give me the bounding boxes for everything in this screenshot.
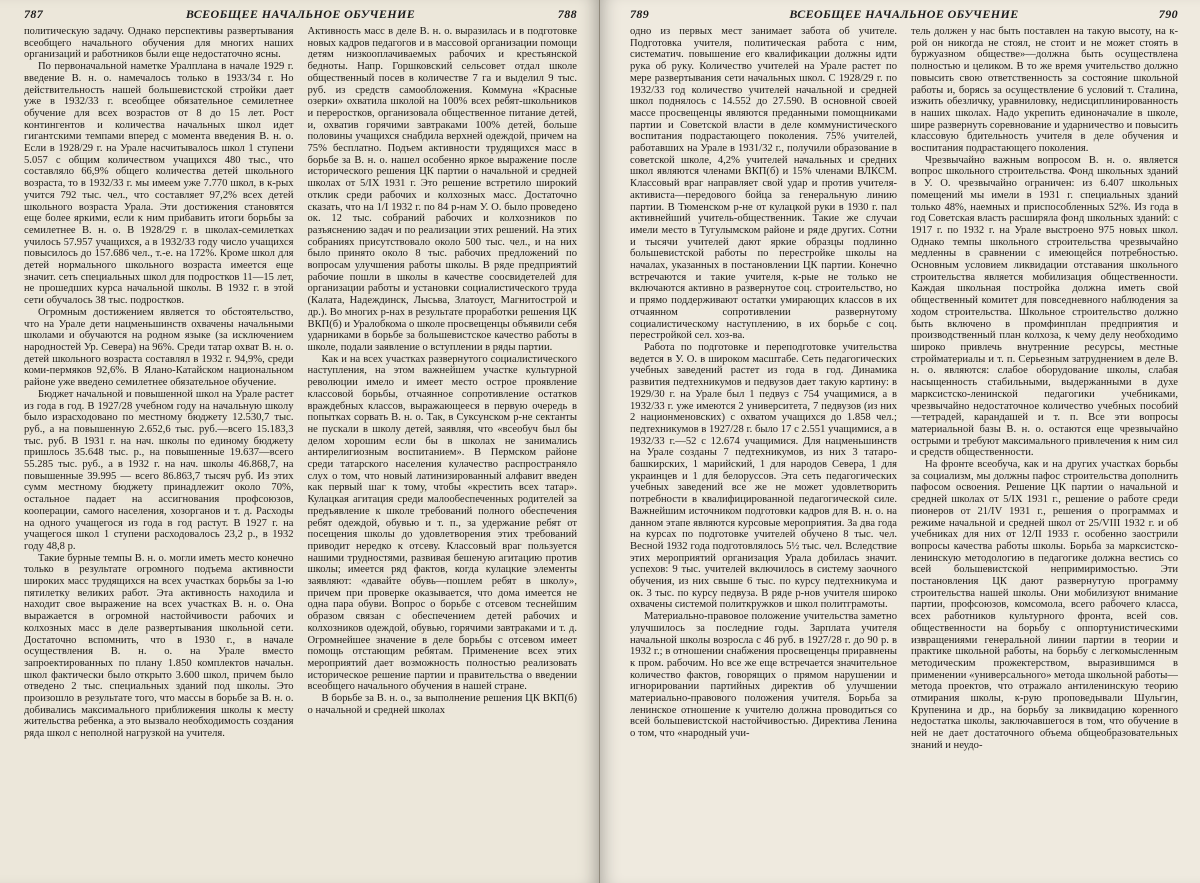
paragraph: На фронте всеобуча, как и на других участках борьбы за социализм, мы должны пафос строительства дополнить пафосом освоения. Решение ЦК партии о начальной и средней школах от 5/IX 1931 г., решение о работе среди пионеров от 21/IV 1931 г., решения о программах и режиме начальной и средней школ от 25/VIII 1932 г. и об учебниках для них от 12/II 1933 г. особенно заострили вопросы качества работы школы. Борьба за марксистско-ленинскую методологию в педагогике должна вестись со всей большевистской непримиримостью. Эти постановления ЦК дают развернутую программу строительства нашей школы. Они мобилизуют внимание партии, профсоюзов, комсомола, всего рабочего класса, всех работников культурного фронта, всей сов. общественности на борьбу с оппортунистическими извращениями генеральной линии партии в теории и практике школьной работы, на борьбу с легкомысленным методическим прожектерством, выразившимся в применении «универсального» метода школьной работы—метода проектов, что отражало антиленинскую теорию отмирания школы, к-рую проповедывали Шульгин, Крупенина и др., на борьбу за ликвидацию коренного недостатка школы, заключавшегося в том, что обучение в ней не дает достаточного объема общеобразовательных знаний и неудо- (911, 459, 1178, 751)
paragraph: Материально-правовое положение учительства заметно улучшилось за последние годы. Зарплата учителя начальной школы возросла с 46 руб. в 1927/28 г. до 90 р. в 1932 г.; в отношении снабжения просвещенцы приравнены к пром. рабочим. Но все же еще встречается значительное количество фактов, говорящих о прямом нарушении и игнорировании партийных директив об улучшении материально-правового положения учителя. Борьба за ленинское отношение к учителю должна проводиться со всей большевистской настойчивостью. Директива Ленина о том, что «народный учи- (630, 611, 897, 740)
paragraph: По первоначальной наметке Уралплана в начале 1929 г. введение В. н. о. намечалось только в 1933/34 г. Но действительность нашей большевистской стройки дает уже в 1932/33 г. всеобщее обязательное семилетнее обучение для всех возрастов от 8 до 15 лет. Рост контингентов и количества начальных школ идет гигантскими темпами вперед с момента введения В. н. о. Если в 1928/29 г. на Урале насчитывалось школ 1 ступени 5.057 с общим количеством учащихся 480 тыс., что составляло 66,9% общего количества детей школьного возраста, то в 1932/33 г. мы имеем уже 7.770 школ, в к-рых учится 792 тыс. чел., что составляет 97,2% всех детей школьного возраста Урала. Эти достижения становятся еще более яркими, если к ним прибавить итоги борьбы за семилетнее В. н. о. В 1928/29 г. в школах-семилетках училось 57.957 учащихся, а в 1932/33 году число учащихся повысилось до 157.686 чел., т.-е. на 172%. Кроме школ для детей нормального школьного возраста имеется еще значит. сеть специальных школ для подростков 11—15 лет, не прошедших курса начальной школы. В 1932 г. в этой сети обучалось 38 тыс. подростков. (24, 61, 294, 307)
paragraph: Бюджет начальной и повышенной школ на Урале растет из года в год. В 1927/28 учебном году на начальную школу было израсходовано по местному бюджету 12.530,7 тыс. руб., а на повышенную 2.652,6 тыс. руб.—всего 15.183,3 тыс. руб. В 1931 г. на нач. школы по единому бюджету пришлось 35.648 тыс. р., на повышенные 19.637—всего 55.285 тыс. руб., а в 1932 г. на нач. школы 46.868,7, на повышенные 39.995 — всего 86.863,7 тысяч руб. Из этих сумм местному бюджету принадлежит около 70%, остальное падает на ассигнования профсоюзов, кооперации, самого населения, хозорганов и т. д. Расходы на одного учащегося из года в год растут. В 1927 г. на учащегося школ 1 ступени расходовалось 23,2 р., в 1932 году 48,8 р. (24, 388, 294, 552)
page-number-787: 787 (24, 6, 44, 21)
page-number-790: 790 (1158, 6, 1178, 21)
paragraph: Такие бурные темпы В. н. о. могли иметь место конечно только в результате огромного подъема активности широких масс трудящихся на всех участках борьбы за 1-ю пятилетку великих работ. Эта активность находила и находит свое выражение на всех участках В. н. о. Она выражается в огромной настойчивости рабочих и колхозных масс в деле развертывания школьной сети. Достаточно вспомнить, что в 1930 г., в начале осуществления В. н. о. на Урале вместо запроектированных по плану 1.850 комплектов начальн. школ фактически было открыто 3.600 школ, причем было отведено 2 тыс. специальных зданий под школы. Это произошло в результате того, что массы в борьбе за В. н. о. добивались максимального приближения школы к месту жительства ребенка, а это вызвало необходимость создания ряда школ с неполной нагрузкой на учителя. (24, 552, 294, 740)
right-page (600, 0, 1200, 883)
paragraph: Как и на всех участках развернутого социалистического наступления, на этом важнейшем участке культурной революции имело и имеет место острое проявление классовой борьбы, отчаянное сопротивление остатков враждебных классов, выражающееся в первую очередь в попытках сорвать В. н. о. Так, в Суксунском р-не сектанты не пускали в школу детей, заявляя, что «всеобуч был бы делом хорошим если бы в школах не занимались антирелигиозным воспитанием». В Пермском районе среди татарского населения кулачество распространяло слух о том, что новый латинизированный алфавит введен как первый шаг к тому, чтобы «крестить всех татар». Кулацкая агитация среди малообеспеченных родителей за предъявление к школе требований полного обеспечения ребят одеждой, обувью и т. п., за удержание ребят от посещения школы до удовлетворения этих требований приводит нередко к отсеву. Классовый враг пользуется нашими трудностями, развивая бешеную агитацию против школы; имеется ряд фактов, когда кулацкие элементы заявляют: «давайте обувь—пошлем ребят в школу», причем при проверке оказывается, что дома имеется не одна пара обуви. Вопрос о борьбе с отсевом теснейшим образом связан с обеспечением детей рабочих и колхозников одеждой, обувью, горячими завтраками и т. д. Огромнейшее значение в деле борьбы с отсевом имеет помощь отстающим ребятам. Применение всех этих мероприятий дает возможность полностью реализовать историческое решение партии и правительства о введении всеобщего начального обучения в нашей стране. (307, 353, 577, 693)
paragraph: Активность масс в деле В. н. о. выразилась и в подготовке новых кадров педагогов и в массовой организации помощи детям низкооплачиваемых рабочих и крестьянской бедноты. Напр. Горшковский сельсовет отдал школе общественный посев в количестве 7 га и выделил 9 тыс. руб. из средств самообложения. Коммуна «Красные озерки» охватила школой на 100% всех ребят-школьников и переростков, организовала общественное питание детей, и, охватив горячими завтраками 100% детей, больше половины учащихся снабдила верхней одеждой, причем на 75% бесплатно. Подъем активности трудящихся масс в борьбе за В. н. о. нашел особенно яркое выражение после исторического решения ЦК партии о начальной и средней школах от 5/IX 1931 г. Это решение встретило широкий отклик среди рабочих и колхозных масс. Достаточно сказать, что на 1/I 1932 г. по 84 р-нам У. О. было проведено ок. 12 тыс. собраний рабочих и колхозников по разъяснению задач и по реализации этих решений. На этих собраниях присутствовало около 500 тыс. чел., и на них было принято около 8 тыс. рабочих предложений по вопросам улучшения работы школы. В ряде предприятий рабочие пошли в школы в качестве соосвидетелей для организации работы и установки социалистического труда (Калата, Надеждинск, Лысьва, Златоуст, Магнитострой и др.). Во многих р-нах в результате проработки решения ЦК ВКП(б) и Уралобкома о школе просвещенцы объявили себя ударниками в борьбе за большевистское качество работы в школе, подали заявление о вступлении в ряды партии. (307, 26, 577, 353)
column-790 (911, 26, 1178, 881)
paragraph: Чрезвычайно важным вопросом В. н. о. является вопрос школьного строительства. Фонд школьных зданий в У. О. чрезвычайно ограничен: из 6.407 школьных помещений мы имели в 1931 г. специальных зданий только 48%, наемных и приспособленных 52%. Из года в год Советская власть расширяла фонд школьных зданий: с 1917 г. по 1932 г. на Урале выстроено 975 новых школ. Однако темпы школьного строительства чрезвычайно медленны в сравнении с имеющейся потребностью. Основным условием ликвидации отставания школьного строительства является мобилизация общественности. Каждая школьная постройка должна иметь свой общественный комитет для повседневного наблюдения за ходом строительства. Школьное строительство должно быть включено в промфинплан предприятия и производственный план колхоза, к чему делу необходимо широко привлечь внутренние ресурсы, местные стройматериалы и т. п. Серьезным затруднением в деле В. н. о. являются: слабое оборудование школы, слабая насыщенность стабильными, выдержанными в духе марксистско-ленинской педагогики учебниками, чрезвычайно недостаточное количество учебных пособий—тетрадей, карандашей и т. п. Все эти вопросы материальной базы В. н. о. остаются еще чрезвычайно острыми и требуют максимального привлечения к ним сил и средств общественности. (911, 154, 1178, 459)
page-number-789: 789 (630, 6, 650, 21)
page-number-788: 788 (557, 6, 577, 21)
column-789 (630, 26, 897, 881)
paragraph: одно из первых мест занимает забота об учителе. Подготовка учителя, политическая работа с ним, систематич. повышение его квалификации должны идти рука об руку. Количество учителей на Урале растет по мере развертывания сети начальных школ. С 1928/29 г. по 1932/33 год количество учителей начальной и средней школ поднялось с 14.552 до 27.590. В основной своей массе просвещенцы являются преданными помощниками партии и Советской власти в деле коммунистического воспитания подрастающего поколения. 75% учителей, работавших на Урале в 1931/32 г., получили образование в советской школе, 4,2% учителей начальных и средних школ являются членами ВКП(б) и 15% членами ВЛКСМ. Классовый враг направляет свой удар и против учителя-активиста—передового бойца за генеральную линию партии. В Тюменском р-не от кулацкой руки в 1930 г. пал активнейший учитель-общественник. Такие же случаи имели место в Тугулымском районе и ряде других. Сотни и тысячи учителей дают яркие образцы подлинно большевистской работы по перестройке школы на началах, указанных в постановлении ЦК партии. Конечно встречаются и такие учителя, к-рые не только не включаются активно в развернутое соц. строительство, но и прямо поддерживают остатки умирающих классов в их отчаянном сопротивлении развернутому социалистическому наступлению, в их борьбе с соц. перестройкой сел. хоз-ва. (630, 26, 897, 342)
paragraph: Огромным достижением является то обстоятельство, что на Урале дети нацменьшинств охвачены начальными школами и обучаются на родном языке (за исключением народностей Ур. Севера) на 96%. Среди татар охват В. н. о. детей школьного возраста составлял в 1932 г. 94,9%, среди коми-пермяков 92,6%. В Ялано-Катайском национальном районе уже введено семилетнее обязательное обучение. (24, 306, 294, 389)
column-787 (24, 26, 294, 881)
paragraph: Работа по подготовке и переподготовке учительства ведется в У. О. в широком масштабе. Сеть педагогических учебных заведений растет из года в год. Динамика развития педтехникумов и педвузов дает такую картину: в 1929/30 г. на Урале был 1 педвуз с 754 учащимися, а в 1932/33 г. уже имеются 2 университета, 7 педвузов (из них 2 национменовских) с охватом учащихся до 1.858 чел.; педтехникумов в 1927/28 г. было 17 с 2.551 учащимися, а в 1932/33 г.—52 с 12.674 учащимися. Для нацменьшинств на Урале созданы 7 педтехникумов, из них 3 татаро-башкирских, 1 марийский, 1 для народов Севера, 1 для украинцев и 1 для белоруссов. Эта сеть педагогических учебных заведений все же не может удовлетворить потребности в квалифицированной педагогической силе. Важнейшим источником подготовки кадров для В. н. о. на данном этапе являются курсовые мероприятия. За два года на курсах по подготовке учителей обучено 8 тыс. чел. Весной 1932 года подготовлялось 5½ тыс. чел. Вследствие этих мероприятий организация Урала добилась значит. успехов: 9 тыс. учителей включилось в систему заочного обучения, из них свыше 6 тыс. по курсу педтехникума и ок. 3 тыс. по курсу педвуза. В ряде р-нов учителя широко охвачены системой политкружков и школ политграмоты. (630, 341, 897, 611)
right-page-columns (630, 26, 1178, 881)
journal-title-right: ВСЕОБЩЕЕ НАЧАЛЬНОЕ ОБУЧЕНИЕ (789, 6, 1019, 21)
column-788 (308, 26, 578, 881)
paragraph: политическую задачу. Однако перспективы развертывания всеобщего начального обучения для многих наших организаций и работников были еще недостаточно ясны. (24, 26, 294, 61)
paragraph: тель должен у нас быть поставлен на такую высоту, на к-рой он никогда не стоял, не стоит и не может стоять в буржуазном обществе»—должна быть осуществлена полностью и целиком. В то же время учительство должно повысить свою ответственность за состояние школьной работы и, борясь за осуществление 6 условий т. Сталина, изжить обезличку, уравниловку, недисциплинированность в наших школах. Надо укрепить единоначалие в школе, шире развернуть соревнование и ударничество и повысить классовую бдительность учителя в деле обучения и воспитания подрастающего поколения. (911, 26, 1178, 155)
journal-title-left: ВСЕОБЩЕЕ НАЧАЛЬНОЕ ОБУЧЕНИЕ (185, 6, 416, 21)
paragraph: В борьбе за В. н. о., за выполнение решения ЦК ВКП(б) о начальной и средней школах (307, 693, 577, 716)
running-head-left (24, 4, 577, 24)
running-head-right (630, 4, 1178, 24)
left-page-columns (24, 26, 577, 881)
